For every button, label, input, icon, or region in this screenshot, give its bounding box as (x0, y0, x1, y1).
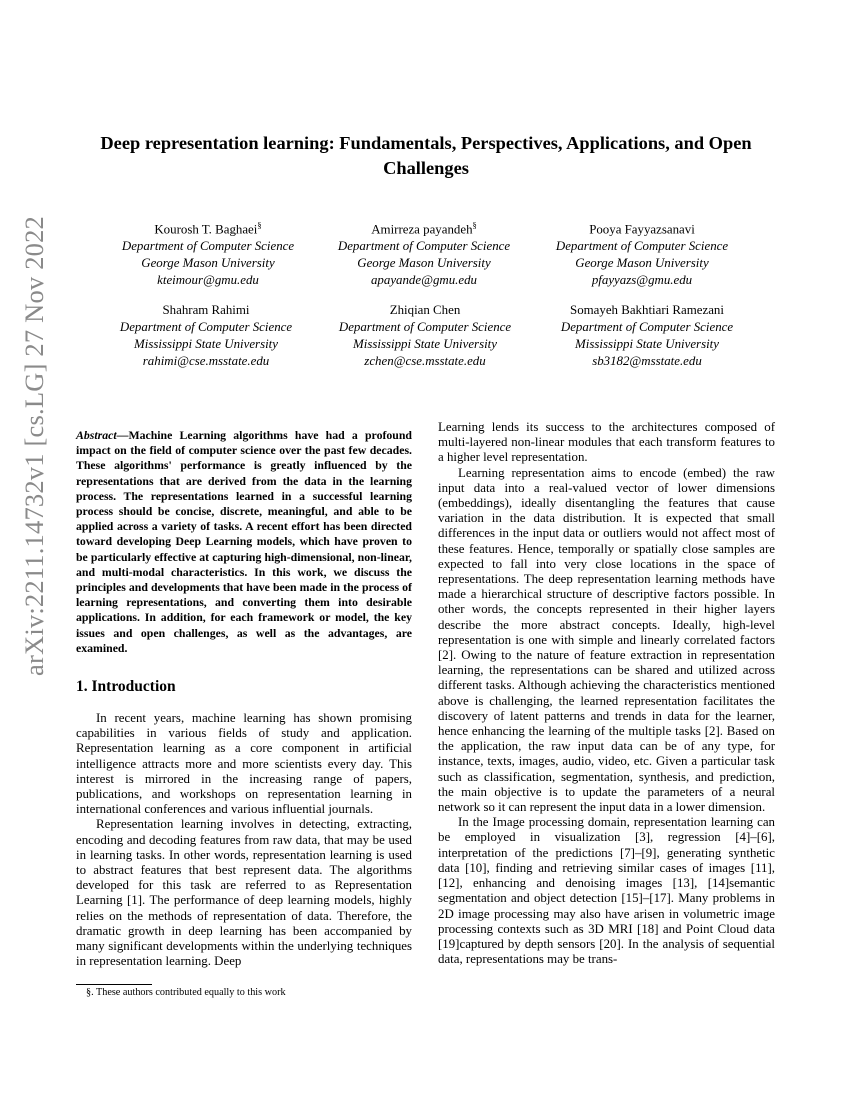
author-university: Mississippi State University (134, 337, 278, 351)
author-block (527, 302, 767, 370)
author-email: rahimi@cse.msstate.edu (142, 354, 270, 368)
right-column (438, 420, 775, 967)
abstract (76, 428, 412, 656)
author-name: Kourosh T. Baghaei (154, 222, 258, 237)
arxiv-side-stamp: arXiv:2211.14732v1 [cs.LG] 27 Nov 2022 (19, 215, 49, 676)
footnote-rule (76, 984, 152, 985)
author-email: kteimour@gmu.edu (157, 273, 259, 288)
author-block (88, 217, 328, 289)
author-block (304, 217, 544, 289)
author-block (86, 302, 326, 370)
paragraph: In recent years, machine learning has shown promising capabilities in various fields of study and application. Representation learning as a core component in artificial intelligence attracts more and more scientists every day. This interest is mirrored in the increasing range of papers, publications, and workshops on representation learning in international conferences and various influential journals. (76, 711, 412, 817)
intro-column (76, 711, 412, 969)
paragraph: In the Image processing domain, representation learning can be employed in visualization [3], regression [4]–[6], interpretation of the predictions [7]–[9], generating synthetic data [10], finding and retrieving similar cases of images [11], [12], enhancing and denoising images [13], [14]semantic segmentation and object detection [15]–[17]. Many problems in 2D image processing may also have arisen in volumetric image processing contexts such as 3D MRI [18] and Point Cloud data [19]captured by depth sensors [20]. In the analysis of sequential data, representations may be trans- (438, 815, 775, 967)
author-department: Department of Computer Science (119, 320, 293, 334)
author-name: Somayeh Bakhtiari Ramezani (570, 303, 724, 317)
author-email: apayande@gmu.edu (370, 273, 477, 288)
left-column (76, 428, 412, 656)
author-university: George Mason University (141, 256, 275, 271)
paper-title: Deep representation learning: Fundamentals, Perspectives, Applications, and Open Challenges (100, 133, 752, 178)
author-university: George Mason University (575, 256, 709, 271)
paragraph: Representation learning involves in detecting, extracting, encoding and decoding features from raw data, that may be used in learning tasks. In other words, representation learning is used to abstract features that best represent data. The algorithms developed for this task are referred to as Representation Learning [1]. The performance of deep learning models, highly relies on the methods of representation of data. Therefore, the dramatic growth in deep learning has been accompanied by many significant developments within the underlying techniques in representation learning. Deep (76, 817, 412, 969)
equal-contrib-mark: § (257, 220, 262, 230)
author-email: sb3182@msstate.edu (592, 354, 702, 368)
author-university: Mississippi State University (353, 337, 497, 351)
paragraph: Learning representation aims to encode (embed) the raw input data into a real-valued vector of lower dimensions (embeddings), ideally disentangling the features that cause variation in the data distribution. It is expected that small differences in the input data or outliers would not affect most of these features. Hence, temporally or spatially close samples are expected to fall into very close locations in the space of representations. The deep representation learning methods have made a hierarchical structure of descriptive factors possible. In other words, the concepts represented in their higher layers describe the more abstract concepts. Ideally, high-level representation is one with simple and linearly correlated factors [2]. Owing to the nature of feature extraction in representation learning, the representations can be shared and utilized across different tasks. Although achieving the characteristics mentioned above is challenging, the learned representation facilitates the discovery of latent patterns and trends in data for the learner, hence enhancing the learning of the multiple tasks [2]. Based on the application, the raw input data can be of any type, for instance, texts, images, audio, video, etc. Given a particular task such as classification, segmentation, synthesis, and prediction, the main objective is to update the parameters of a neural network so it can represent the input data in a lower dimension. (438, 465, 775, 815)
author-block (305, 302, 545, 370)
author-department: Department of Computer Science (121, 239, 295, 254)
author-name: Amirreza payandeh (371, 222, 473, 237)
author-department: Department of Computer Science (337, 239, 511, 254)
footnote: §. These authors contributed equally to this work (86, 987, 286, 998)
author-block (522, 217, 762, 289)
section-heading: 1. Introduction (76, 678, 176, 695)
author-university: Mississippi State University (575, 337, 719, 351)
author-email: zchen@cse.msstate.edu (364, 354, 486, 368)
equal-contrib-mark: § (472, 220, 477, 230)
author-name: Pooya Fayyazsanavi (589, 222, 695, 237)
abstract-text: —Machine Learning algorithms have had a profound impact on the field of computer science over the past few decades. These algorithms' performance is greatly influenced by the representations that are derived from the data in the learning process. The representations learned in a successful learning process should be concise, discrete, meaningful, and able to be applied across a variety of tasks. A recent effort has been directed toward developing Deep Learning models, which have proven to be particularly effective at capturing high-dimensional, non-linear, and multi-modal characteristics. In this work, we discuss the principles and developments that have been made in the process of learning representations, and converting them into desirable applications. In addition, for each framework or model, the key issues and open challenges, as well as the advantages, are examined. (76, 428, 412, 655)
author-department: Department of Computer Science (560, 320, 734, 334)
author-department: Department of Computer Science (338, 320, 512, 334)
author-department: Department of Computer Science (555, 239, 729, 254)
abstract-label: Abstract (76, 428, 117, 442)
author-name: Shahram Rahimi (162, 303, 250, 317)
author-university: George Mason University (357, 256, 491, 271)
author-name: Zhiqian Chen (389, 303, 461, 317)
paragraph: Learning lends its success to the architectures composed of multi-layered non-linear modules that each transform features to a higher level representation. (438, 420, 775, 465)
author-email: pfayyazs@gmu.edu (591, 273, 693, 288)
